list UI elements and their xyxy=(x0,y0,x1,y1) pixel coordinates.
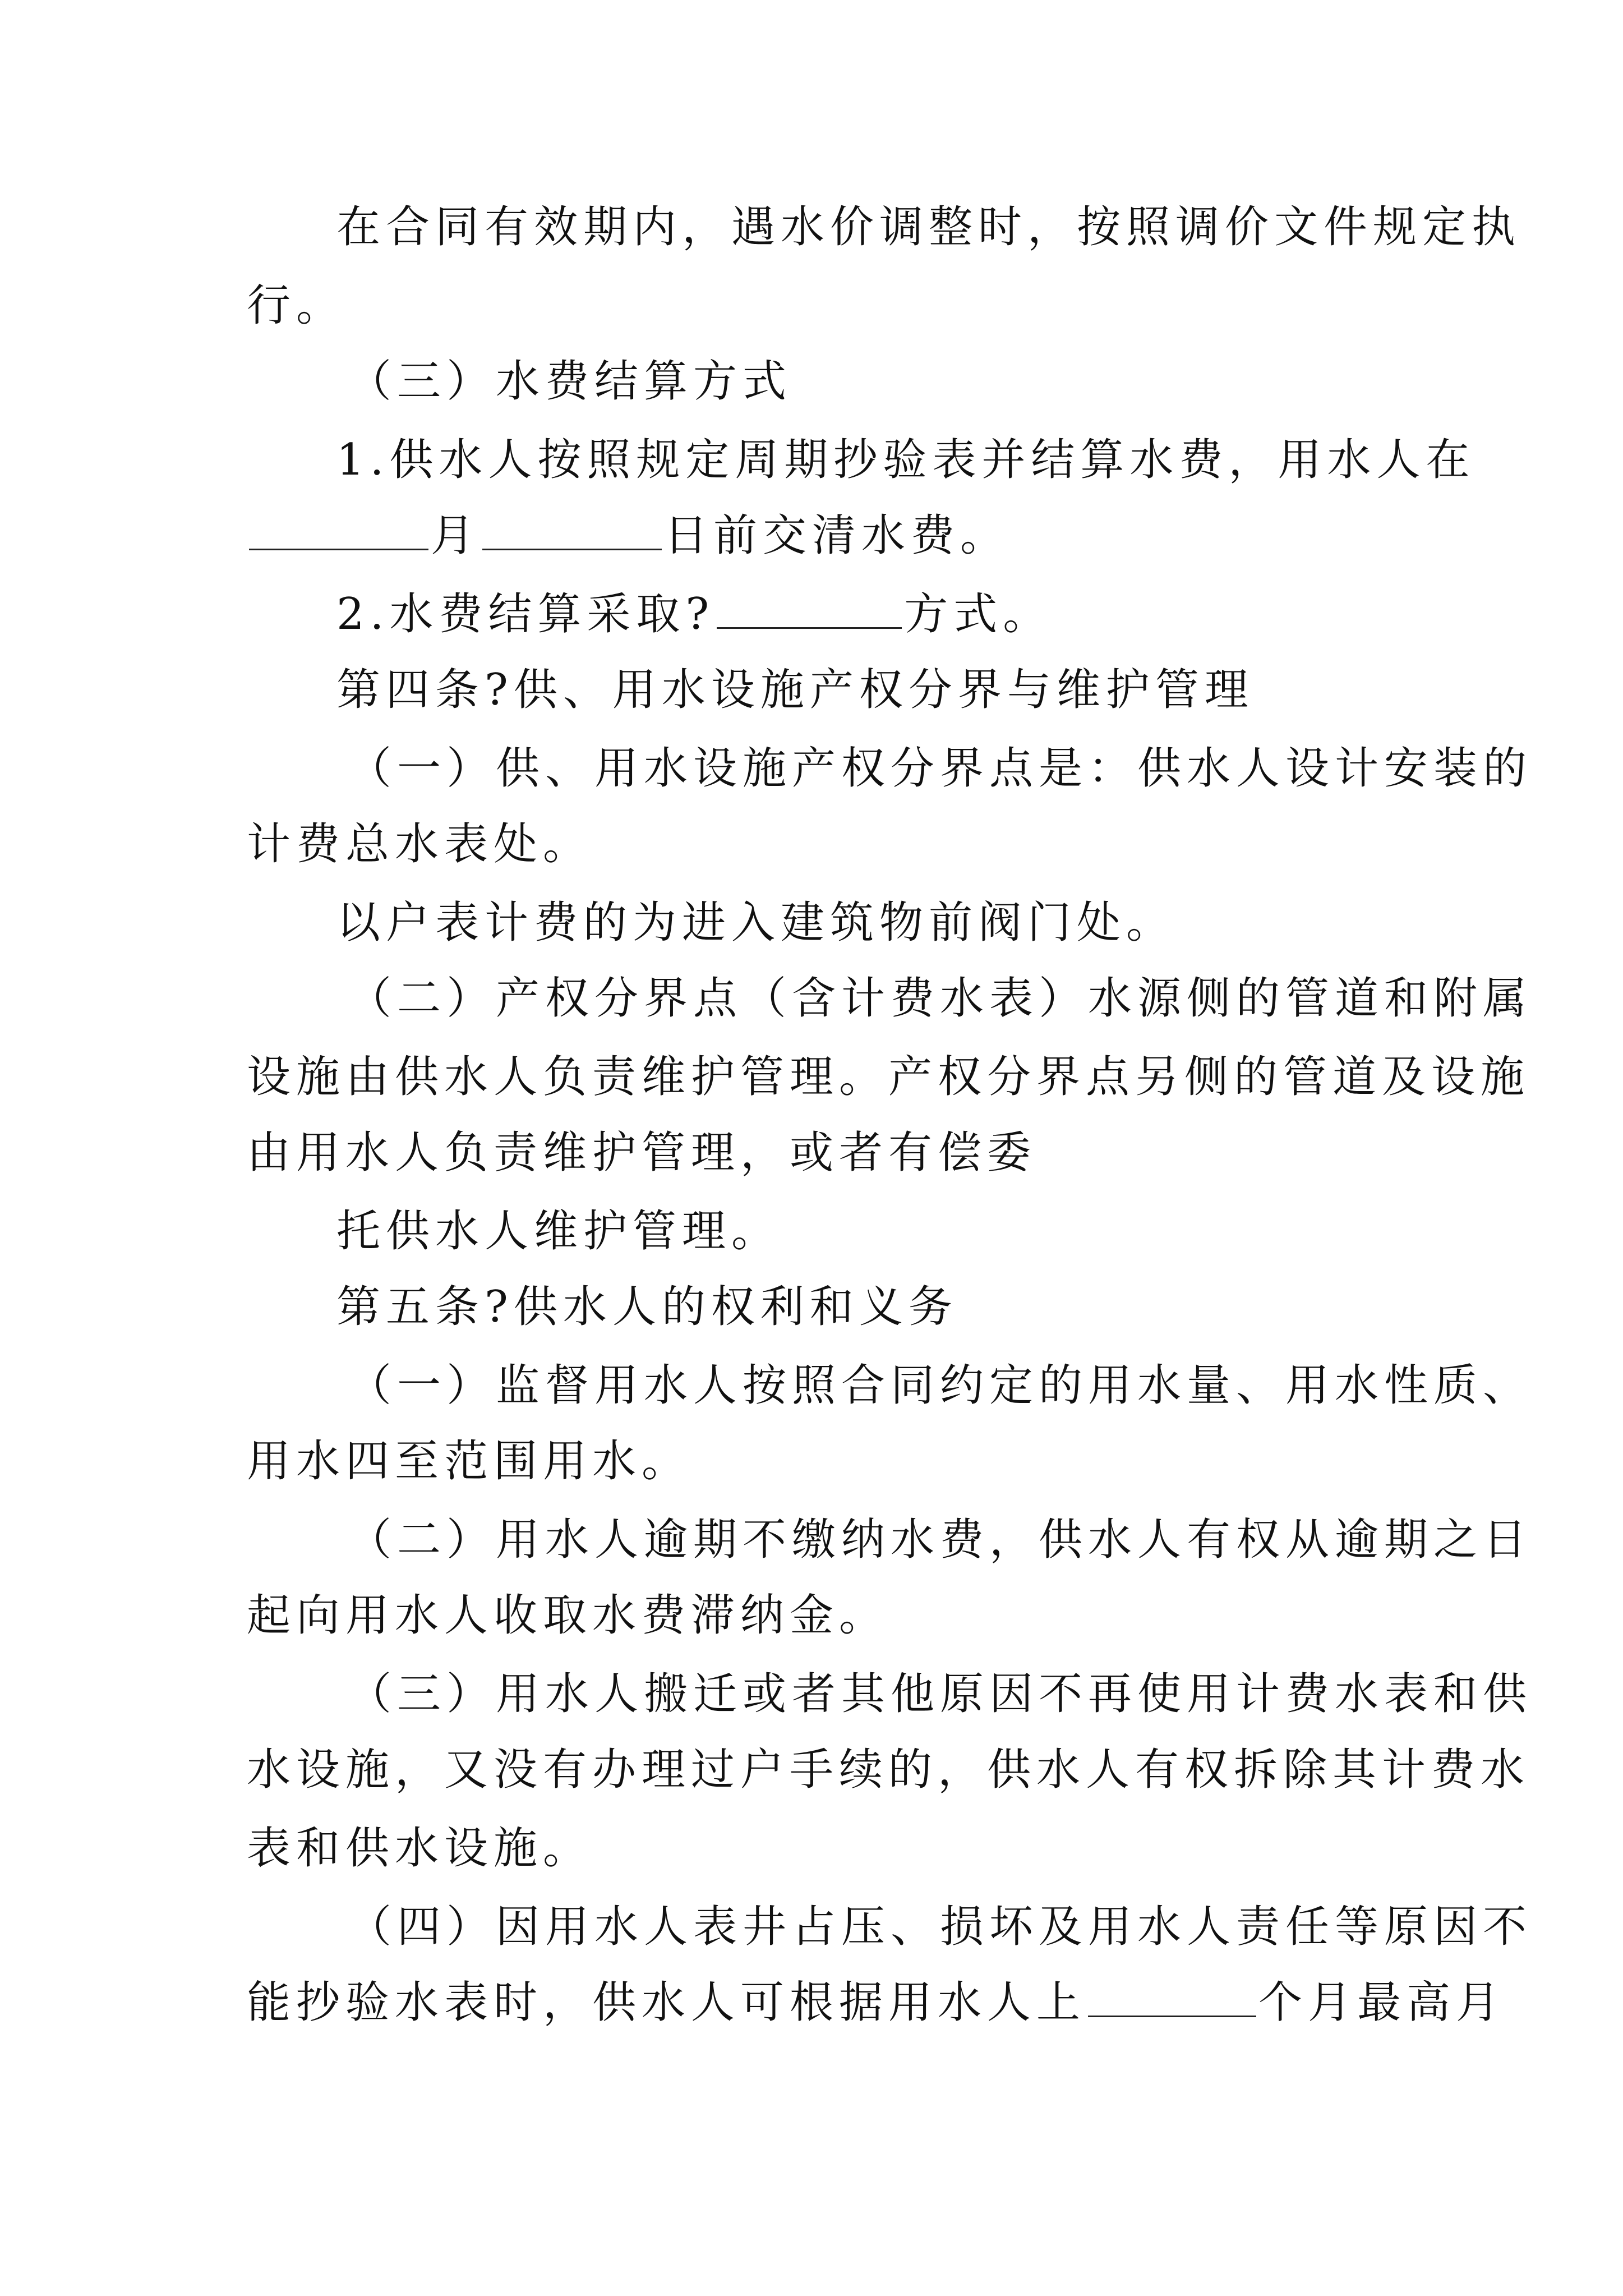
paragraph-line xyxy=(336,895,1175,951)
paragraph-line xyxy=(348,1512,1532,1568)
paragraph-line xyxy=(247,1742,1530,1798)
paragraph-line xyxy=(348,970,1532,1027)
text-line: （一）供、用水设施产权分界点是：供水人设计安装的 xyxy=(348,743,1533,794)
text-line: （二）产权分界点（含计费水表）水源侧的管道和附属 xyxy=(348,973,1533,1024)
text-line: 表和供水设施。 xyxy=(247,1823,593,1874)
text-line: 以户表计费的为进入建筑物前阀门处。 xyxy=(336,898,1176,948)
paragraph-line xyxy=(348,740,1532,797)
text-line: （三）用水人搬迁或者其他原因不再使用计费水表和供 xyxy=(348,1669,1533,1719)
paragraph-line xyxy=(336,1203,781,1259)
text-line: 第五条?供水人的权利和义务 xyxy=(336,1282,958,1332)
fill-in-blank[interactable] xyxy=(1088,1976,1256,2017)
text-line: （三）水费结算方式 xyxy=(348,356,792,407)
section-heading xyxy=(348,353,792,409)
text-line: 起向用水人收取水费滞纳金。 xyxy=(247,1590,889,1641)
text-line: 托供水人维护管理。 xyxy=(336,1206,781,1257)
paragraph-line xyxy=(336,432,1475,488)
text-line: 能抄验水表时，供水人可根据用水人上 xyxy=(247,1977,1086,2028)
paragraph-line xyxy=(247,816,592,872)
fill-in-blank[interactable] xyxy=(249,509,428,550)
text-line: 2.水费结算采取? xyxy=(336,589,715,639)
article-heading xyxy=(336,662,1254,718)
text-line: 月 xyxy=(431,510,481,561)
text-line: 在合同有效期内，遇水价调整时，按照调价文件规定执 xyxy=(336,202,1521,252)
paragraph-line xyxy=(247,1975,1505,2031)
text-line: 行。 xyxy=(247,280,346,331)
paragraph-line xyxy=(348,1899,1532,1955)
paragraph-line xyxy=(336,586,1052,642)
paragraph-line xyxy=(247,1125,1036,1181)
fill-in-blank[interactable] xyxy=(717,588,902,629)
paragraph-line xyxy=(247,1588,888,1644)
text-line: 第四条?供、用水设施产权分界与维护管理 xyxy=(336,665,1254,715)
text-line: 方式。 xyxy=(904,589,1053,639)
paragraph-line xyxy=(247,278,345,334)
text-line: 日前交清水费。 xyxy=(664,510,1010,561)
text-line: （四）因用水人表井占压、损坏及用水人责任等原因不 xyxy=(348,1902,1533,1952)
text-line: 1.供水人按照规定周期抄验表并结算水费，用水人在 xyxy=(336,435,1476,485)
text-line: （一）监督用水人按照合同约定的用水量、用水性质、 xyxy=(348,1360,1533,1411)
text-line: （二）用水人逾期不缴纳水费，供水人有权从逾期之日 xyxy=(348,1515,1533,1565)
text-line: 用水四至范围用水。 xyxy=(247,1436,691,1487)
paragraph-line xyxy=(348,1358,1532,1414)
text-line: 计费总水表处。 xyxy=(247,819,593,869)
paragraph-line xyxy=(348,1666,1532,1722)
article-heading xyxy=(336,1279,958,1335)
text-line: 个月最高月 xyxy=(1258,1977,1506,2028)
text-line: 设施由供水人负责维护管理。产权分界点另侧的管道及设施 xyxy=(247,1052,1530,1102)
paragraph-line xyxy=(247,1820,592,1876)
fill-in-blank[interactable] xyxy=(482,509,662,550)
paragraph-line xyxy=(247,508,1009,564)
text-line: 由用水人负责维护管理，或者有偿委 xyxy=(247,1128,1037,1178)
paragraph-line xyxy=(247,1433,691,1489)
paragraph-line xyxy=(336,199,1521,255)
text-line: 水设施，又没有办理过户手续的，供水人有权拆除其计费水 xyxy=(247,1745,1530,1795)
paragraph-line xyxy=(247,1049,1530,1105)
